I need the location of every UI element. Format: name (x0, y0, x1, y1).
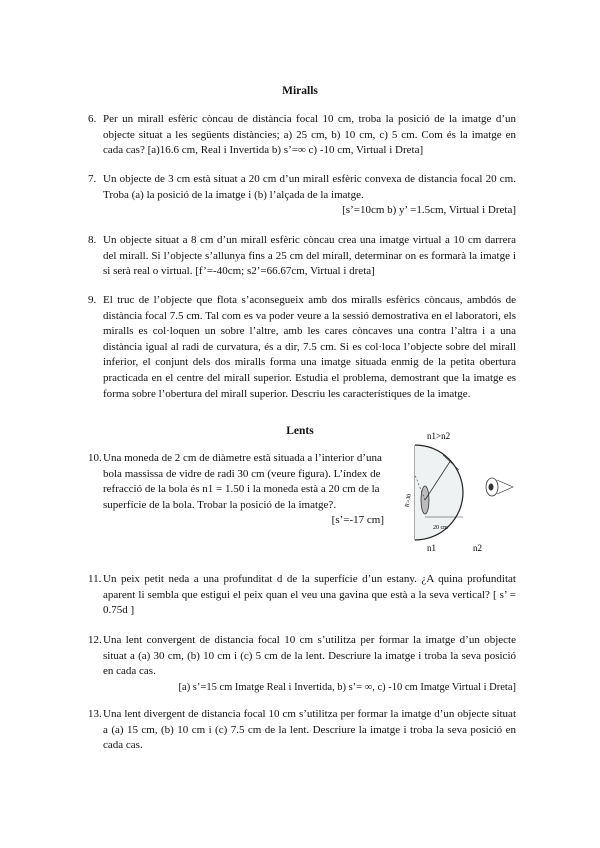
problem-text: Una moneda de 2 cm de diàmetre està situada a l’interior d’una bola massissa de vidre de radi 30 cm (veure figura). L’índex de refracció de la bola és n1 = 1.50 i la moneda està a 20 cm de la superfície de la bola. Trobar la posició de la imatge?. (103, 452, 382, 511)
problem-text: Un objecte de 3 cm està situat a 20 cm d’un mirall esfèric convexa de distancia focal 20 cm. Troba (a) la posició de la imatge i (b) l’alçada de la imatge. (103, 173, 516, 201)
figure-label-radius: R=30 (404, 493, 413, 508)
figure-label-top: n1>n2 (427, 431, 451, 441)
figure-glass-sphere (395, 425, 525, 560)
problem-number: 11. (88, 573, 102, 585)
figure-label-distance: 20 cm (433, 525, 448, 531)
problem-answer: [ s’ = 0.75d ] (103, 588, 516, 617)
problem-text: Un peix petit neda a una profunditat d de la superfície d’un estany. ¿A quina profunditat aparent li sembla que estigui el peix quan el veu una gavina que està a la seva vertical? (103, 573, 516, 601)
problem-number: 13. (88, 708, 102, 720)
problem-number: 12. (88, 634, 102, 646)
problem-answer: [s’=10cm b) y’ =1.5cm, Virtual i Dreta] (342, 204, 516, 217)
figure-label-n2: n2 (473, 543, 482, 553)
problem-answer: [a)16.6 cm, Real i Invertida b) s’=∞ c) -10 cm, Virtual i Dreta] (147, 144, 424, 157)
section-heading-mirrors: Miralls (282, 85, 318, 97)
figure-label-n1: n1 (427, 543, 436, 553)
problem-number: 9. (88, 294, 97, 306)
problem-text: Un objecte situat a 8 cm d’un mirall esfèric còncau crea una imatge virtual a 10 cm darrera del mirall. Si l’objecte s’allunya fins a 25 cm del mirall, determinar on es formarà la imatge i si serà real o virtual. (103, 234, 516, 278)
problem-number: 7. (88, 173, 97, 185)
problem-text: El truc de l’objecte que flota s’aconsegueix amb dos miralls esfèrics còncaus, ambdós de distància focal 7.5 cm. Tal com es va poder veure a la sessió demostrativa en el laboratori, els miralls es col·loquen un sobre l’altre, amb les cares còncaves una contra l’altra i a una distància igual al radi de curvatura, és a dir, 7.5 cm. Si es col·loca l’objecte sobre del mirall inferior, el conjunt dels dos miralls forma una imatge situada enmig de la petita obertura practicada en el centre del mirall superior. Estudia el problema, demostrant que la imatge es forma sobre l’obertura del mirall superior. Descriu les característiques de la imatge. (103, 294, 516, 400)
problem-text: Una lent divergent de distancia focal 10 cm s’utilitza per formar la imatge d’un objecte situat a (a) 15 cm, (b) 10 cm i (c) 7.5 cm de la lent. Descriure la imatge i troba la seva posició en cada cas. (103, 708, 516, 752)
problem-number: 8. (88, 234, 97, 246)
problem-answer: [f’=-40cm; s2’=66.67cm, Virtual i dreta] (195, 265, 375, 278)
problem-answer: [s’=-17 cm] (331, 514, 384, 527)
problem-answer: [a) s’=15 cm Imatge Real i Invertida, b) s’= ∞, c) -10 cm Imatge Virtual i Dreta] (178, 681, 516, 693)
problem-number: 10. (88, 452, 102, 464)
problem-text: Una lent convergent de distancia focal 10 cm s’utilitza per formar la imatge d’un objecte situat a (a) 30 cm, (b) 10 cm i (c) 5 cm de la lent. Descriure la imatge i troba la seva posició en cada cas. (103, 634, 516, 678)
problem-number: 6. (88, 113, 97, 125)
problem-text: Per un mirall esfèric còncau de distància focal 10 cm, troba la posició de la imatge d’un objecte situat a les següents distàncies; a) 25 cm, b) 10 cm, c) 5 cm. Com és la imatge en cada cas? (103, 113, 516, 157)
section-heading-lenses: Lents (286, 425, 314, 437)
